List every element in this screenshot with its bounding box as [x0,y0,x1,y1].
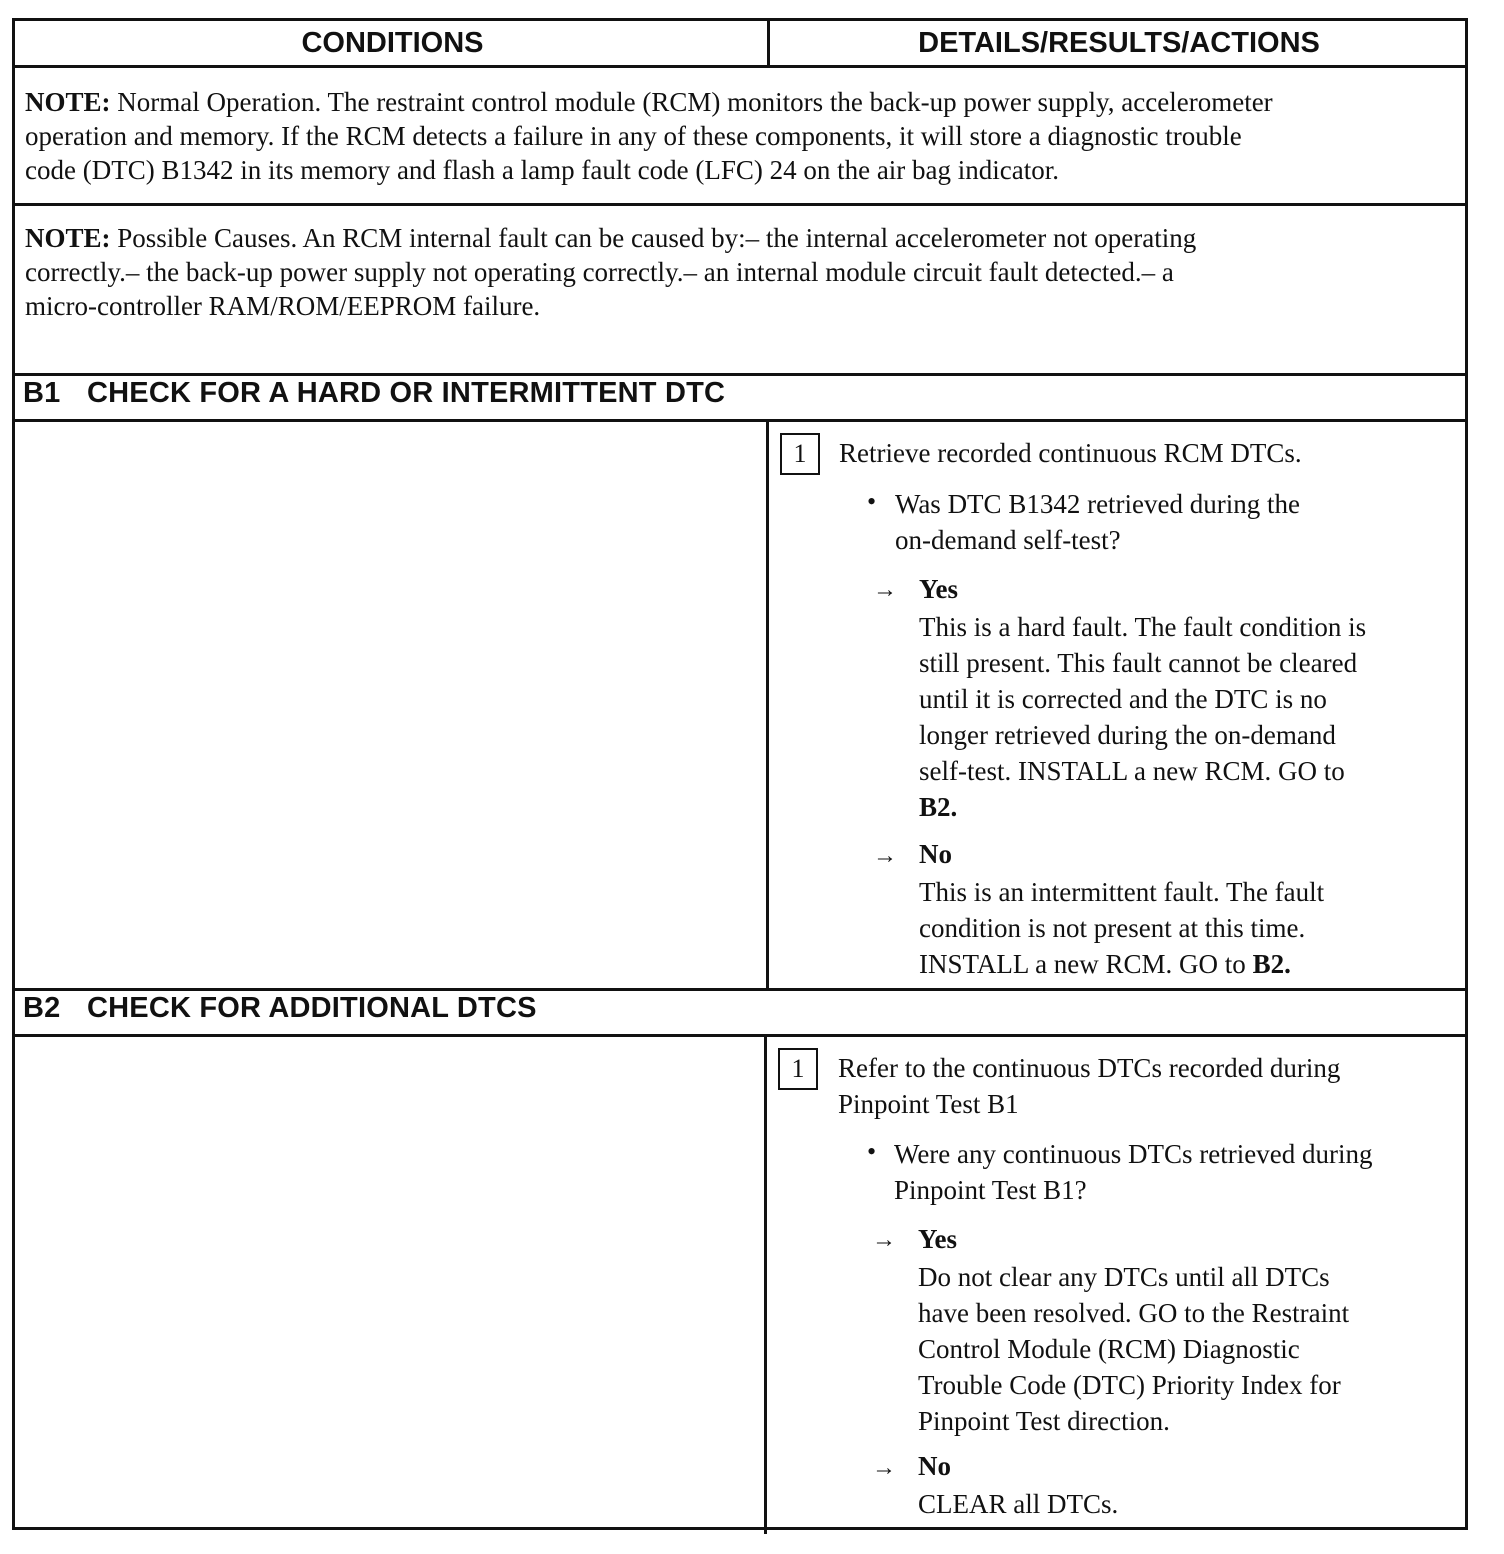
step-instruction: Refer to the continuous DTCs recorded during Pinpoint Test B1 [838,1053,1341,1119]
b2-column-divider [764,1034,767,1534]
bullet-icon: • [867,487,877,516]
diagnostic-table [12,18,1468,1530]
question-text: Were any continuous DTCs retrieved during Pinpoint Test B1? [894,1139,1373,1205]
note-normal-operation [25,85,1449,187]
section-b1-rule [15,419,1465,422]
arrow-icon: → [873,843,897,869]
note-line: NOTE: Normal Operation. The restraint control module (RCM) monitors the back-up power supply, accelerometer [25,87,1273,117]
header-rule [15,65,1465,68]
note-1-rule [15,203,1465,206]
details-header: DETAILS/RESULTS/ACTIONS [918,27,1320,59]
goto-link[interactable]: B2. [919,792,958,822]
note-line: code (DTC) B1342 in its memory and flash a lamp fault code (LFC) 24 on the air bag indicator. [25,155,1060,185]
yes-action: This is a hard fault. The fault condition is still present. This fault cannot be cleared until it is corrected and the DTC is no longer retrieved during the on-demand self-test. INSTALL a new RCM. GO to B2. [919,609,1366,825]
arrow-icon: → [872,1455,896,1481]
b1-column-divider [766,419,769,989]
section-b2-rule [15,1034,1465,1037]
note-2-rule [15,373,1465,376]
note-line: operation and memory. If the RCM detects a failure in any of these components, it will store a diagnostic trouble [25,121,1242,151]
goto-link[interactable]: B2. [1252,949,1291,979]
section-id: B2 [23,992,61,1024]
note-line: correctly.– the back-up power supply not operating correctly.– an internal module circuit fault detected.– a [25,257,1174,287]
yes-action: Do not clear any DTCs until all DTCs have been resolved. GO to the Restraint Control Module (RCM) Diagnostic Trouble Code (DTC) Priority Index for Pinpoint Test direction. [918,1262,1350,1436]
no-label: No [919,839,952,869]
note-line: micro-controller RAM/ROM/EEPROM failure. [25,291,541,321]
note-label: NOTE: [25,87,111,117]
conditions-header: CONDITIONS [301,27,484,59]
arrow-icon: → [872,1227,896,1253]
no-action: CLEAR all DTCs. [918,1489,1119,1519]
no-action: This is an intermittent fault. The fault condition is not present at this time. INSTALL a new RCM. GO to B2. [919,877,1325,979]
bullet-icon: • [867,1137,877,1166]
section-title: CHECK FOR ADDITIONAL DTCS [87,992,537,1024]
section-title: CHECK FOR A HARD OR INTERMITTENT DTC [87,377,726,409]
step-number-box: 1 [780,433,820,475]
step-instruction: Retrieve recorded continuous RCM DTCs. [839,438,1302,468]
yes-label: Yes [919,574,958,604]
note-line: NOTE: Possible Causes. An RCM internal fault can be caused by:– the internal accelerometer not operating [25,223,1197,253]
arrow-icon: → [873,577,897,603]
note-label: NOTE: [25,223,111,253]
section-b1-end-rule [15,988,1465,991]
no-label: No [918,1451,951,1481]
note-possible-causes [25,221,1449,323]
step-number-box: 1 [778,1048,818,1090]
header-divider [767,21,770,67]
section-id: B1 [23,377,61,409]
section-b1-heading [23,377,725,410]
section-b2-heading [23,992,537,1025]
question-text: Was DTC B1342 retrieved during the on-demand self-test? [895,489,1300,555]
yes-label: Yes [918,1224,957,1254]
